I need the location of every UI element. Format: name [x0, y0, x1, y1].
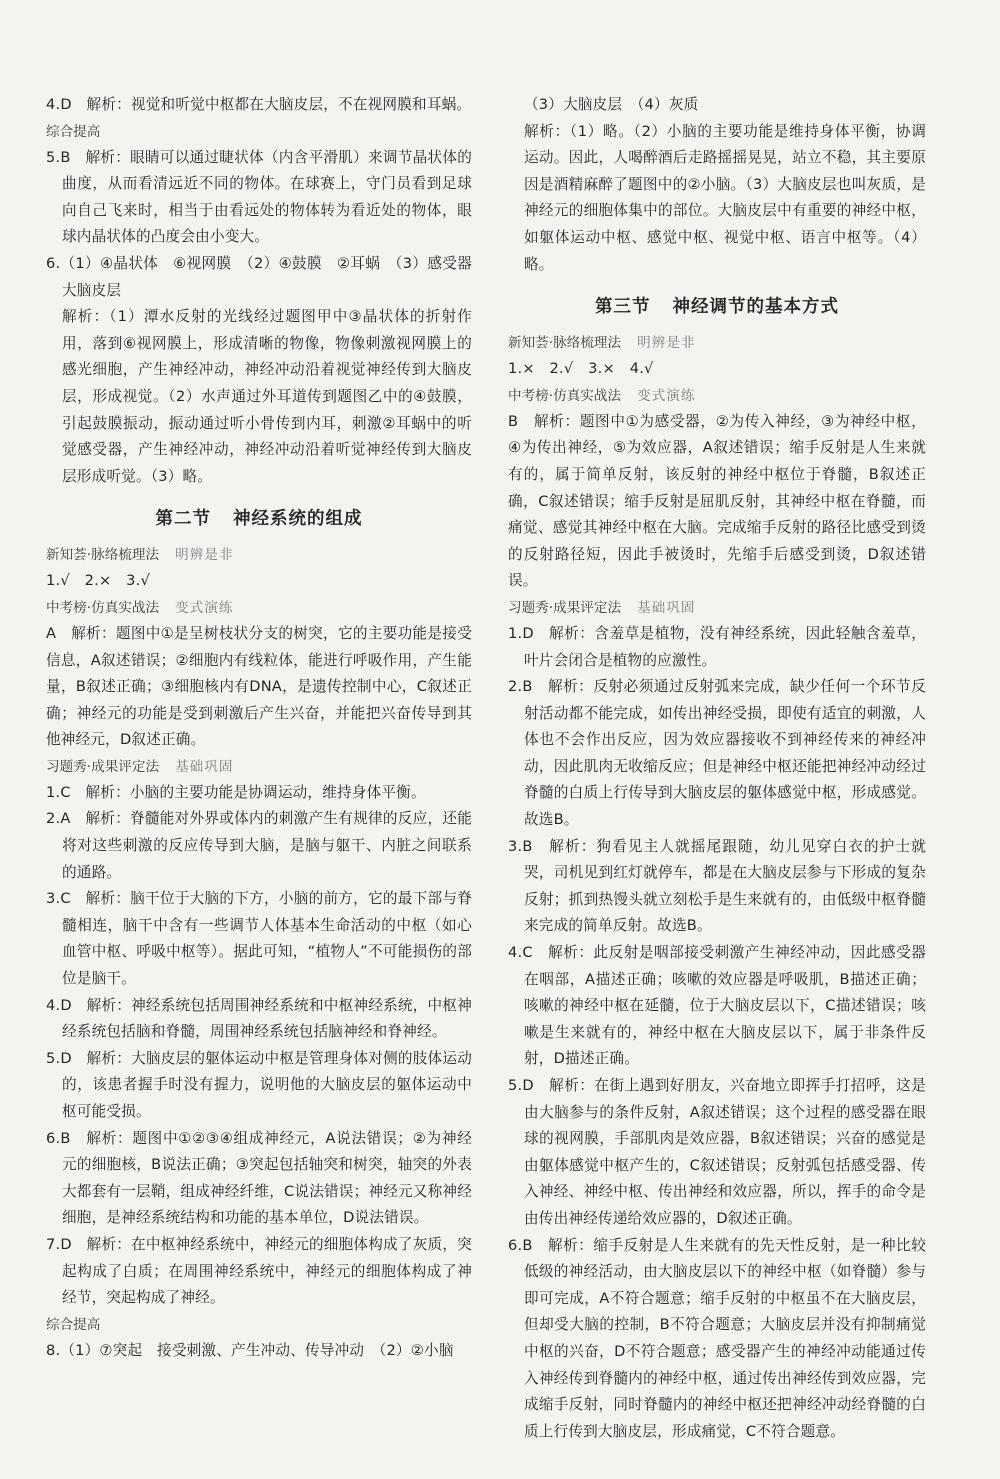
answer-paragraph: 4.D 解析：神经系统包括周围神经系统和中枢神经系统，中枢神经系统包括脑和脊髓，周围神经系统包括脑神经和脊神经。 [46, 996, 472, 1041]
answer-paragraph: 1.× 2.√ 3.× 4.√ [508, 360, 654, 378]
section-tag-label: 综合提高 [46, 1316, 101, 1333]
section-name: 神经系统的组成 [233, 509, 363, 530]
section-number: 第二节 [155, 509, 211, 530]
section-tag-sub: 基础巩固 [175, 758, 234, 775]
section-tag [508, 383, 926, 409]
answer-paragraph: 6.（1）④晶状体 ⑥视网膜 （2）④鼓膜 ②耳蜗 （3）感受器 大脑皮层 [46, 254, 487, 299]
answer-paragraph: 7.D 解析：在中枢神经系统中，神经元的细胞体构成了灰质，突起构成了白质；在周围神经系统中，神经元的细胞体构成了神经节，突起构成了神经。 [46, 1235, 472, 1307]
answer-paragraph: 8.（1）⑦突起 接受刺激、产生冲动、传导冲动 （2）②小脑 [46, 1341, 454, 1359]
answer-paragraph: 1.√ 2.× 3.√ [46, 572, 150, 590]
answer-paragraph: 1.D 解析：含羞草是植物，没有神经系统，因此轻触含羞草，叶片会闭合是植物的应激性。 [508, 624, 926, 669]
section-title [46, 504, 472, 534]
section-tag-sub: 变式演练 [175, 599, 234, 616]
answer-paragraph: 6.B 解析：缩手反射是人生来就有的先天性反射，是一种比较低级的神经活动，由大脑皮层以下的神经中枢（如脊髓）参与即可完成，A不符合题意；缩手反射的中枢虽不在大脑皮层，但却受大脑的控制，B不符合题意；大脑皮层并没有抑制痛觉中枢的兴奋，D不符合题意；感受器产生的神经冲动能通过传入神经传到脊髓内的神经中枢，通过传出神经传到效应器，完成缩手反射，同时脊髓内的神经中枢还把神经冲动经脊髓的白质上行传到大脑皮层，形成痛觉，C不符合题意。 [508, 1236, 926, 1440]
section-tag-sub: 基础巩固 [637, 599, 696, 616]
answer-paragraph: 解析：（1）略。（2）小脑的主要功能是维持身体平衡，协调运动。因此，人喝醉酒后走路摇摇晃晃，站立不稳，其主要原因是酒精麻醉了题图中的②小脑。（3）大脑皮层也叫灰质，是神经元的细胞体集中的部位。大脑皮层中有重要的神经中枢，如躯体运动中枢、感觉中枢、视觉中枢、语言中枢等。（4）略。 [524, 122, 926, 273]
answer-paragraph: 2.B 解析：反射必须通过反射弧来完成，缺少任何一个环节反射活动都不能完成，如传出神经受损，即使有适宜的刺激，人体也不会作出反应，因为效应器接收不到神经传来的神经冲动，因此肌肉无收缩反应；但是神经中枢还能把神经冲动经过脊髓的白质上行传导到大脑皮层的躯体感觉中枢，形成感觉。故选B。 [508, 678, 926, 829]
answer-paragraph: 3.C 解析：脑干位于大脑的下方，小脑的前方，它的最下部与脊髓相连，脑干中含有一些调节人体基本生命活动的中枢（如心血管中枢、呼吸中枢等）。据此可知，“植物人”不可能损伤的部位是脑干。 [46, 890, 472, 988]
section-tag [508, 330, 926, 356]
answer-paragraph: B 解析：题图中①为感受器，②为传入神经，③为神经中枢，④为传出神经，⑤为效应器，A叙述错误；缩手反射是人生来就有的，属于简单反射，该反射的神经中枢位于脊髓，B叙述正确，C叙述错误；缩手反射是屈肌反射，其神经中枢在脊髓，而痛觉、感觉其神经中枢在大脑。完成缩手反射的路径比感受到烫的反射路径短，因此手被烫时，先缩手后感受到烫，D叙述错误。 [508, 412, 926, 590]
answer-paragraph: （3）大脑皮层 （4）灰质 [524, 96, 699, 113]
answer-paragraph: A 解析：题图中①是呈树枝状分支的树突，它的主要功能是接受信息，A叙述错误；②细胞内有线粒体，能进行呼吸作用，产生能量，B叙述正确；③细胞核内有DNA，是遗传控制中心，C叙述正确；神经元的功能是受到刺激后产生兴奋，并能把兴奋传导到其他神经元，D叙述正确。 [46, 624, 472, 749]
section-tag-label: 中考榜·仿真实战法 [46, 599, 160, 616]
answer-paragraph: 4.C 解析：此反射是咽部接受刺激产生神经冲动，因此感受器在咽部，A描述正确；咳嗽的效应器是呼吸肌，B描述正确；咳嗽的神经中枢在延髓，位于大脑皮层以下，C描述错误；咳嗽是生来就有的，神经中枢在大脑皮层以下，属于非条件反射，D描述正确。 [508, 944, 926, 1068]
section-tag-label: 新知荟·脉络梳理法 [508, 335, 622, 352]
section-tag [46, 595, 472, 621]
section-tag-label: 综合提高 [46, 123, 101, 140]
section-tag [508, 595, 926, 621]
section-tag [46, 542, 472, 568]
left-column [46, 92, 487, 1364]
section-tag-sub: 明辨是非 [175, 547, 234, 564]
answer-paragraph: 1.C 解析：小脑的主要功能是协调运动，维持身体平衡。 [46, 783, 426, 801]
section-tag-label: 习题秀·成果评定法 [46, 758, 160, 775]
section-tag-label: 习题秀·成果评定法 [508, 599, 622, 616]
answer-paragraph: 6.B 解析：题图中①②③④组成神经元，A说法错误；②为神经元的细胞核，B说法正确；③突起包括轴突和树突，轴突的外表大都套有一层鞘，组成神经纤维，C说法错误；神经元又称神经细胞，是神经系统结构和功能的基本单位，D说法错误。 [46, 1129, 472, 1227]
answer-paragraph: 3.B 解析：狗看见主人就摇尾跟随，幼儿见穿白衣的护士就哭，司机见到红灯就停车，都是在大脑皮层参与下形成的复杂反射；抓到热馒头就立刻松手是生来就有的，由低级中枢脊髓来完成的简单反射。故选B。 [508, 837, 926, 935]
answer-paragraph: 5.D 解析：在街上遇到好朋友，兴奋地立即挥手打招呼，这是由大脑参与的条件反射，A叙述错误；这个过程的感受器在眼球的视网膜，手部肌肉是效应器，B叙述错误；兴奋的感觉是由躯体感觉中枢产生的，C叙述错误；反射弧包括感受器、传入神经、神经中枢、传出神经和效应器，所以，挥手的命令是由传出神经传递给效应器的，D叙述正确。 [508, 1077, 926, 1227]
section-tag [46, 119, 472, 145]
section-tag-sub: 变式演练 [637, 387, 696, 404]
answer-paragraph: 5.D 解析：大脑皮层的躯体运动中枢是管理身体对侧的肢体运动的，该患者握手时没有握力，说明他的大脑皮层的躯体运动中枢可能受损。 [46, 1049, 472, 1120]
section-tag-label: 新知荟·脉络梳理法 [46, 547, 160, 564]
answer-paragraph: 5.B 解析：眼睛可以通过睫状体（内含平滑肌）来调节晶状体的曲度，从而看清远近不同的物体。在球赛上，守门员看到足球向自己飞来时，相当于由看远处的物体转为看近处的物体，眼球内晶状体的凸度会由小变大。 [46, 148, 472, 246]
section-tag [46, 754, 472, 780]
section-number: 第三节 [595, 297, 651, 318]
section-title [508, 292, 926, 322]
section-name: 神经调节的基本方式 [672, 297, 839, 318]
answer-paragraph: 解析：（1）潭水反射的光线经过题图甲中③晶状体的折射作用，落到⑥视网膜上，形成清晰的物像，物像刺激视网膜上的感光细胞，产生神经冲动，神经冲动沿着视觉神经传到大脑皮层，形成视觉。（2）水声通过外耳道传到题图乙中的④鼓膜，引起鼓膜振动，振动通过听小骨传到内耳，刺激②耳蜗中的听觉感受器，产生神经冲动，神经冲动沿着听觉神经传到大脑皮层形成听觉。（3）略。 [62, 308, 472, 485]
answer-paragraph: 2.A 解析：脊髓能对外界或体内的刺激产生有规律的反应，还能将对这些刺激的反应传导到大脑，是脑与躯干、内脏之间联系的通路。 [46, 810, 472, 881]
section-tag [46, 1312, 472, 1338]
section-tag-sub: 明辨是非 [637, 335, 696, 352]
right-column [508, 92, 926, 1445]
answer-paragraph: 4.D 解析：视觉和听觉中枢都在大脑皮层，不在视网膜和耳蜗。 [46, 96, 472, 113]
section-tag-label: 中考榜·仿真实战法 [508, 387, 622, 404]
